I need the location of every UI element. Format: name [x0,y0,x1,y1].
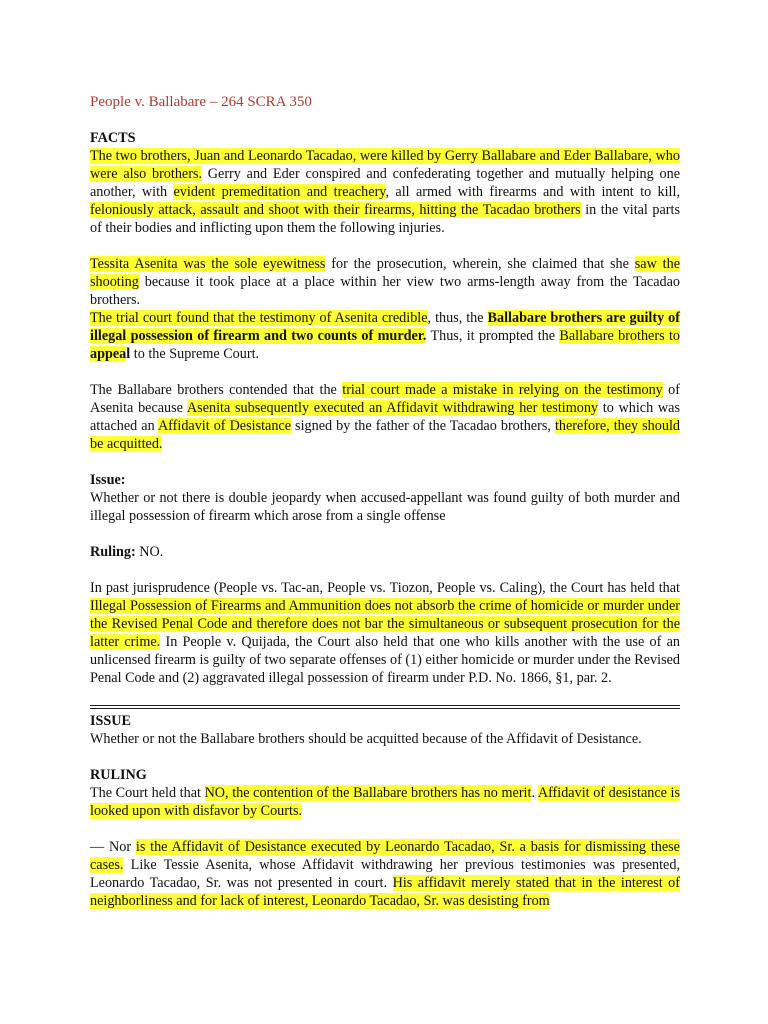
text-run: Gerry and Eder conspired and confederating together and mutually helping one another, with [90,166,680,200]
highlighted-text: His affidavit merely stated that in the interest of neighborliness and for lack of interest, Leonardo Tacadao, Sr. was desisting from [90,875,680,909]
highlighted-text: Tessita Asenita was the sole eyewitness [90,256,326,272]
highlighted-text: The two brothers, Juan and Leonardo Tacadao, were killed by Gerry Ballabare and Eder Ballabare, who were also brothers. [90,148,680,182]
highlighted-text: NO, the contention of the Ballabare brothers has no merit [204,785,532,801]
highlighted-text: appea [90,346,127,362]
issue-heading: Issue: [90,472,126,488]
text-run: because it took place at a place within her view two arms-length away from the Tacadao brothers. [90,274,680,308]
ruling-answer: NO. [135,544,164,560]
text-run: of Asenita because [90,382,680,416]
highlighted-text: Illegal Possession of Firearms and Ammunition does not absorb the crime of homicide or murder under the Revised Penal Code and therefore does not bar the simultaneous or subsequent prosecution for the latter crime. [90,598,680,650]
second-issue-heading: ISSUE [90,713,132,729]
highlighted-text: feloniously attack, assault and shoot with their firearms, hitting the Tacadao brothers [90,202,581,218]
highlighted-text: Asenita subsequently executed an Affidavit withdrawing her testimony [186,400,599,416]
text-run: to the Supreme Court. [130,346,260,362]
section-divider [90,705,680,709]
text-run: Like Tessie Asenita, whose Affidavit withdrawing her previous testimonies was presented, Leonardo Tacadao, Sr. was not presented in court. [90,857,680,891]
highlighted-text: saw the shooting [90,256,680,290]
issue-text: Whether or not there is double jeopardy when accused-appellant was found guilty of both murder and illegal possession of firearm which arose from a single offense [90,490,680,524]
highlighted-text: Ballabare brothers to [559,328,680,344]
text-run: The Court held that [90,785,205,801]
second-ruling-heading: RULING [90,767,147,783]
text-run: for the prosecution, wherein, she claimed that she [325,256,635,272]
highlighted-text: Affidavit of Desistance [157,418,292,434]
text-run: . [531,785,538,801]
highlighted-text: The trial court found that the testimony of Asenita credible [90,310,428,326]
highlighted-text: trial court made a mistake in relying on the testimony [342,382,663,398]
text-run: In past jurisprudence (People vs. Tac-an, People vs. Tiozon, People vs. Caling), the Court has held that [90,580,680,596]
text-run: The Ballabare brothers contended that the [90,382,343,398]
facts-heading: FACTS [90,130,136,146]
highlighted-text: evident premeditation and treachery [173,184,386,200]
highlighted-text: Ballabare brothers are guilty of illegal possession of firearm and two counts of murder. [90,310,680,344]
facts-paragraph-2 [90,255,680,309]
second-issue-text: Whether or not the Ballabare brothers should be acquitted because of the Affidavit of Desistance. [90,731,642,747]
highlighted-text: Affidavit of desistance is looked upon with disfavor by Courts. [90,785,681,819]
case-title: People v. Ballabare – 264 SCRA 350 [90,94,312,110]
second-ruling-paragraph-2 [90,838,680,910]
text-run: In People v. Quijada, the Court also held that one who kills another with the use of an unlicensed firearm is guilty of two separate offenses of (1) either homicide or murder under the Revised Penal Code and (2) aggravated illegal possession of firearm under P.D. No. 1866, §1, par. 2. [90,634,680,686]
facts-paragraph-1 [90,147,680,237]
text-run: l [126,346,131,362]
ruling-heading: Ruling: [90,544,136,560]
second-ruling-paragraph-1 [90,784,680,820]
highlighted-text: therefore, they should be acquitted. [90,418,681,452]
text-run: in the vital parts of their bodies and inflicting upon them the following injuries. [90,202,680,236]
text-run: , all armed with firearms and with intent to kill, [385,184,680,200]
ruling-line [90,543,680,561]
text-run: , thus, the [427,310,488,326]
ruling-paragraph [90,579,680,687]
text-run: signed by the father of the Tacadao brothers, [291,418,555,434]
facts-paragraph-3 [90,309,680,363]
highlighted-text: is the Affidavit of Desistance executed by Leonardo Tacadao, Sr. a basis for dismissing these cases. [90,839,680,873]
facts-paragraph-4 [90,381,680,453]
text-run: to which was attached an [90,400,680,434]
text-run: Thus, it prompted the [426,328,560,344]
text-run: — Nor [90,839,136,855]
